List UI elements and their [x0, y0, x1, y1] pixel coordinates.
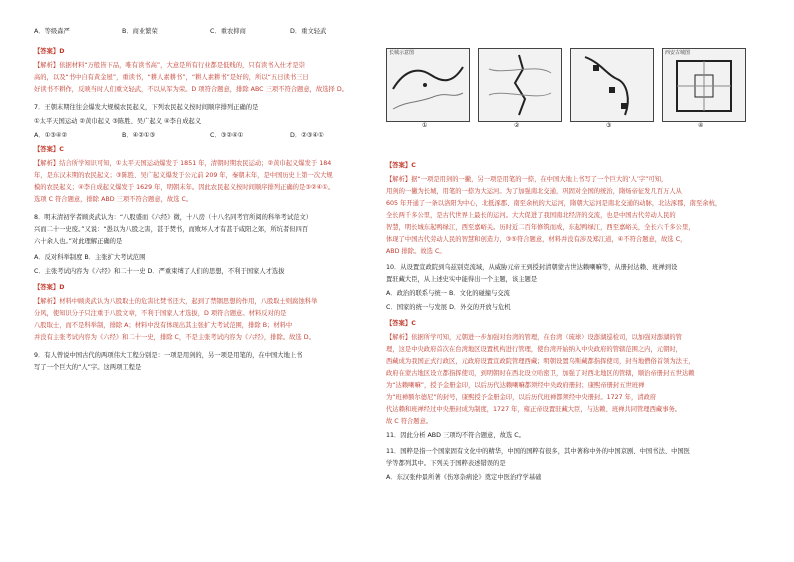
- question-10-options-ab: A．政治的联系与统一 B．文化的碰撞与交流: [386, 290, 510, 297]
- figure-label-4: ④: [698, 122, 704, 129]
- question-7-options: [34, 132, 324, 140]
- question-11-stem: 11．国粹是指一个国家固有文化中的精华，中国的国粹有很多，其中著称中外的中国京剧、中国书法、中国医: [386, 448, 690, 455]
- answer-6: 【答案】D: [34, 48, 65, 55]
- analysis-line: 并没有主张考试内容为《六经》和二十一史，排除 C，不是主张考试内容为《六经》，排除。故选 D。: [34, 334, 315, 341]
- analysis-line: 选项 C 符合题意，排除 ABD 三项不符合题意，故选 C。: [34, 196, 193, 203]
- canal-map: [479, 49, 561, 121]
- answer-7: 【答案】C: [34, 146, 64, 153]
- option-7-c: C．③②④①: [210, 132, 244, 139]
- question-6-options: [34, 28, 327, 36]
- map4-title: 西安古城图: [665, 50, 691, 56]
- map-figure-2: [478, 48, 562, 122]
- analysis-line: 【解析】依据材料“万般皆下品，唯有读书高”，大意是所有行业都是低贱的，只有读书入仕才是崇: [34, 62, 305, 69]
- question-10-stem: 置驻藏大臣，从上述史实中能得出一个主题，该主题是: [386, 276, 538, 283]
- question-8-options-ab: A．反对科举制度 B．主张扩大考试范围: [34, 254, 146, 261]
- option-7-d: D．②③④①: [290, 132, 324, 139]
- question-9-stem: 9．有人曾说中国古代的两项伟大工程分别是：一项是用剑的，另一项是用笔的，在中国大地上书: [34, 352, 303, 359]
- question-7-stem: 7．王朝末期往往会爆发大规模农民起义，下列农民起义按时间顺序排列正确的是: [34, 104, 259, 111]
- coast-map: [571, 49, 653, 121]
- question-9-stem: 写了一个巨大的“人”字。这两项工程是: [34, 364, 142, 371]
- question-11-option-a: A．东汉张仲景所著《伤寒杂病论》奠定中医治疗学基础: [386, 474, 542, 481]
- question-10-stem: 10．从设置宣政院到乌兹别克流域，从威胁元帝王到授封清朝蒙古世达赖喇嘛等，从册封达赖、班禅到设: [386, 264, 678, 271]
- analysis-line: 政府在蒙古地区设立都指挥使司，到明朝时在西北设立哈密卫，加强了对西北地区的管辖，顺治帝册封五世达赖: [386, 370, 695, 377]
- question-10-options-cd: C．国家的统一与发展 D．外交的开放与危机: [386, 304, 511, 311]
- analysis-line: 高的，以及“书中自有黄金屋”，重读书，“耕人素耕书”，“耕人素耕书”是好的，所以“五日读书三日: [34, 74, 309, 81]
- analysis-line: 分风，使知识分子只注重于八股文章，不利于国家人才选拔，D 项符合题意。材料反对的是: [34, 310, 287, 317]
- option-6-c: C．重农抑商: [210, 28, 246, 35]
- analysis-line: 用剑的一撇为长城，用笔的一捺为大运河。为了加强南北交通，巩固对全国的统治，隋炀帝征发几百万人从: [386, 188, 682, 195]
- map-figure-1: [386, 48, 470, 122]
- analysis-line: 理，这是中央政府首次在台湾地区设置机构进行管理，使台湾开始纳入中央政府的管辖范围之内，元朝时，: [386, 346, 682, 353]
- analysis-line: 八股取士，而不是科举制，排除 A；材料中没有体现出其主张扩大考试范围，排除 B；材料中: [34, 322, 293, 329]
- question-8-stem: 8．明末清初学者顾炎武认为：“八股盛而《六经》微，十八房（十八名同考官所阅的科举考试范文）: [34, 214, 313, 221]
- analysis-line: 【解析】依据所学可知，元朝进一步加强对台湾的管理，在台湾（琉球）设澎湖巡检司，以加强对澎湖的管: [386, 334, 682, 341]
- option-7-b: B．④②①③: [122, 132, 156, 139]
- option-7-a: A．①③④②: [34, 132, 68, 139]
- figure-label-2: ②: [514, 122, 520, 129]
- map-figures: [386, 40, 748, 132]
- map-figure-4: [662, 48, 746, 122]
- analysis-line: 代达赖和班禅经过中央册封成为制度，1727 年，雍正帝设置驻藏大臣，与达赖、班禅共同管理西藏事务。: [386, 406, 682, 413]
- question-8-stem: 兴而二十一史废。”又说：“愚以为八股之害，甚于焚书，而败坏人才有甚于咸阳之郊，所坑者但四百: [34, 226, 309, 233]
- figure-label-3: ③: [606, 122, 612, 129]
- analysis-line: 为“班禅额尔德尼”的封号，康熙授予金册金印，以后历代班禅都须经中央册封。1727 年，清政府: [386, 394, 657, 401]
- question-7-items: ①太平天国运动 ②黄巾起义 ③陈胜、吴广起义 ④李自成起义: [34, 118, 202, 125]
- question-11-stem: 学等都列其中。下列关于国粹表述错误的是: [386, 460, 506, 467]
- analysis-line: 西藏成为我国正式行政区，元政府设置宣政院管理西藏；明朝设置乌斯藏都指挥使司，封当地僧俗首领为法王，: [386, 358, 695, 365]
- analysis-line: 605 年开通了一条以洛阳为中心，北抵涿郡、南至余杭的大运河，隋朝大运河是南北交通的动脉，北达涿郡，南至余杭，: [386, 200, 722, 207]
- option-6-d: D．重文轻武: [290, 28, 327, 35]
- option-6-b: B．商业繁荣: [122, 28, 158, 35]
- analysis-line: 智慧，明长城东起鸭绿江，西至嘉峪关。历时近二百年修筑而成，东起鸭绿江，西至嘉峪关，全长六千多公里，: [386, 224, 695, 231]
- question-8-options-cd: C．主张考试内容为《六经》和二十一史 D．严重束缚了人们的思想，不利于国家人才选拔: [34, 268, 285, 275]
- option-6-a: A．等级森严: [34, 28, 70, 35]
- great-wall-map: [387, 49, 469, 121]
- analysis-line: 【解析】材料中顾炎武认为八股取士的危害比焚书还大，起到了禁锢思想的作用，八股取士则腐蚀科举: [34, 298, 318, 305]
- analysis-line: 【解析】结合所学知识可知，①太平天国运动爆发于 1851 年，清朝时期农民运动；②黄巾起义爆发于 184: [34, 160, 332, 167]
- analysis-line: 全长两千多公里，是古代世界上最长的运河。大大促进了我国南北经济的交流，也是中国古代劳动人民的: [386, 212, 676, 219]
- answer-10: 【答案】C: [386, 320, 416, 327]
- analysis-line: ABD 排除。故选 C。: [386, 248, 446, 255]
- question-line: 11．因此分析 ABD 三项均不符合题意，故选 C。: [386, 432, 525, 439]
- map-title: 长城示意图: [389, 50, 415, 56]
- question-8-stem: 六十余人也。”对此理解正确的是: [34, 238, 123, 245]
- analysis-line: 体现了中国古代劳动人民的智慧和创造力，③⑤符合题意，材料并没有涉及郑江道，④不符合题意，故选 C，: [386, 236, 687, 243]
- analysis-line: 年，是东汉末期的农民起义；③陈胜、吴广起义爆发于公元前 209 年，秦朝末年，是中国历史上第一次大规: [34, 172, 333, 179]
- figure-label-1: ①: [422, 122, 428, 129]
- analysis-line: 好读书不耕作，反映当时人们重文轻武，不以从军为荣。D 项符合题意，排除 ABC 三项不符合题意，故选择 D。: [34, 86, 348, 93]
- analysis-line: 【解析】据“一项是用剑的一撇，另一项是用笔的一捺，在中国大地上书写了一个巨大的‘人’字”可知，: [386, 176, 668, 183]
- city-plan-map: [663, 49, 745, 121]
- analysis-line: 为“达赖喇嘛”，授予金册金印，以后历代达赖喇嘛都须经中央政府册封；康熙帝册封五世班禅: [386, 382, 645, 389]
- answer-9: 【答案】C: [386, 162, 416, 169]
- analysis-line: 故 C 符合题意。: [386, 418, 433, 425]
- analysis-line: 模的农民起义；④李自成起义爆发于 1629 年，明朝末年。因此农民起义按时间顺序排列正确的是③②④①。: [34, 184, 335, 191]
- map-figure-3: [570, 48, 654, 122]
- answer-8: 【答案】D: [34, 284, 65, 291]
